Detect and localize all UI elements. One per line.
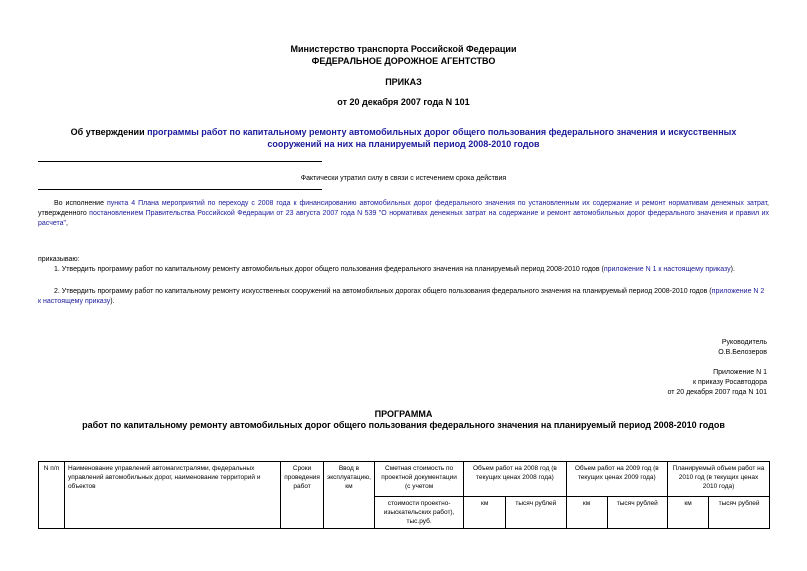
table-header-row <box>39 462 770 497</box>
order-item-2 <box>38 287 769 307</box>
sub-2008-km: км <box>464 497 506 529</box>
appendix-1-link[interactable]: приложение N 1 к настоящему приказу <box>603 266 731 273</box>
doc-date-number: от 20 декабря 2007 года N 101 <box>337 97 470 107</box>
col-num-header: N п/п <box>39 462 65 529</box>
col-2008-header: Объем работ на 2008 год (в текущих ценах 2008 года) <box>464 462 566 497</box>
order-item-1 <box>38 265 769 275</box>
col-2009-header: Объем работ на 2009 год (в текущих ценах 2009 года) <box>566 462 667 497</box>
item-1-end: ). <box>730 266 735 273</box>
program-subheading: работ по капитальному ремонту автомобильных дорог общего пользования федерального значения на планируемый период 2008-2010 годов <box>82 420 725 430</box>
signature-name: О.В.Белозеров <box>718 349 767 356</box>
document-title <box>50 126 757 150</box>
col-cost-header-bottom: стоимости проектно-изыскательских работ), тыс.руб. <box>374 497 463 529</box>
appendix-2-link[interactable]: приложение N 2 к настоящему приказу <box>38 288 765 305</box>
col-name-header: Наименование управлений автомагистралями, федеральных управлений автомобильных дорог, наименование территорий и объектов <box>64 462 280 529</box>
signature-role: Руководитель <box>721 339 767 346</box>
divider-bottom <box>38 189 322 190</box>
title-link[interactable]: программы работ по капитальному ремонту автомобильных дорог общего пользования федерального значения и искусственных сооружений на них на планируемый период 2008-2010 годов <box>147 127 737 149</box>
doc-type: ПРИКАЗ <box>385 77 422 87</box>
preamble-text-1: Во исполнение <box>54 200 107 207</box>
sub-2008-rub: тысяч рублей <box>506 497 567 529</box>
col-input-header: Ввод в эксплуатацию, км <box>323 462 374 529</box>
ministry-name: Министерство транспорта Российской Федерации <box>290 44 517 54</box>
program-table <box>38 461 770 529</box>
program-heading: ПРОГРАММА <box>374 409 433 419</box>
preamble-text-3: , <box>66 220 68 227</box>
col-2010-header: Планируемый объем работ на 2010 год (в текущих ценах 2010 года) <box>668 462 770 497</box>
col-terms-header: Сроки проведения работ <box>281 462 324 529</box>
sub-2010-km: км <box>668 497 709 529</box>
sub-2009-rub: тысяч рублей <box>607 497 668 529</box>
item-1-text: 1. Утвердить программу работ по капитальному ремонту автомобильных дорог общего пользования федерального значения на планируемый период 2008-2010 годов ( <box>54 266 604 273</box>
plan-link[interactable]: пункта 4 Плана мероприятий по переходу с 2008 года к финансированию автомобильных дорог федерального значения по установленным их содержание и ремонт нормативам денежных затрат <box>106 200 768 207</box>
agency-name: ФЕДЕРАЛЬНОЕ ДОРОЖНОЕ АГЕНТСТВО <box>311 56 496 66</box>
appendix-line-3: от 20 декабря 2007 года N 101 <box>667 389 767 396</box>
item-2-end: ). <box>110 298 115 305</box>
sub-2010-rub: тысяч рублей <box>709 497 770 529</box>
divider-top <box>38 161 322 162</box>
status-note: Фактически утратил силу в связи с истечением срока действия <box>300 175 507 182</box>
preamble-text-2: , утвержденного <box>38 200 769 217</box>
order-word: приказываю: <box>38 256 80 263</box>
preamble-paragraph <box>38 199 769 229</box>
appendix-line-2: к приказу Росавтодора <box>692 379 767 386</box>
sub-2009-km: км <box>566 497 607 529</box>
item-2-text: 2. Утвердить программу работ по капитальному ремонту искусственных сооружений на автомобильных дорогах общего пользования федерального значения на планируемый период 2008-2010 годов ( <box>54 288 712 295</box>
appendix-line-1: Приложение N 1 <box>713 369 767 376</box>
title-prefix: Об утверждении <box>70 127 148 137</box>
government-decree-link[interactable]: постановлением Правительства Российской Федерации от 23 августа 2007 года N 539 "О нормативах денежных затрат на содержание и ремонт автомобильных дорог федерального значения и правил их расчета" <box>38 210 770 227</box>
col-cost-header-top: Сметная стоимость по проектной документации (с учетом <box>374 462 463 497</box>
